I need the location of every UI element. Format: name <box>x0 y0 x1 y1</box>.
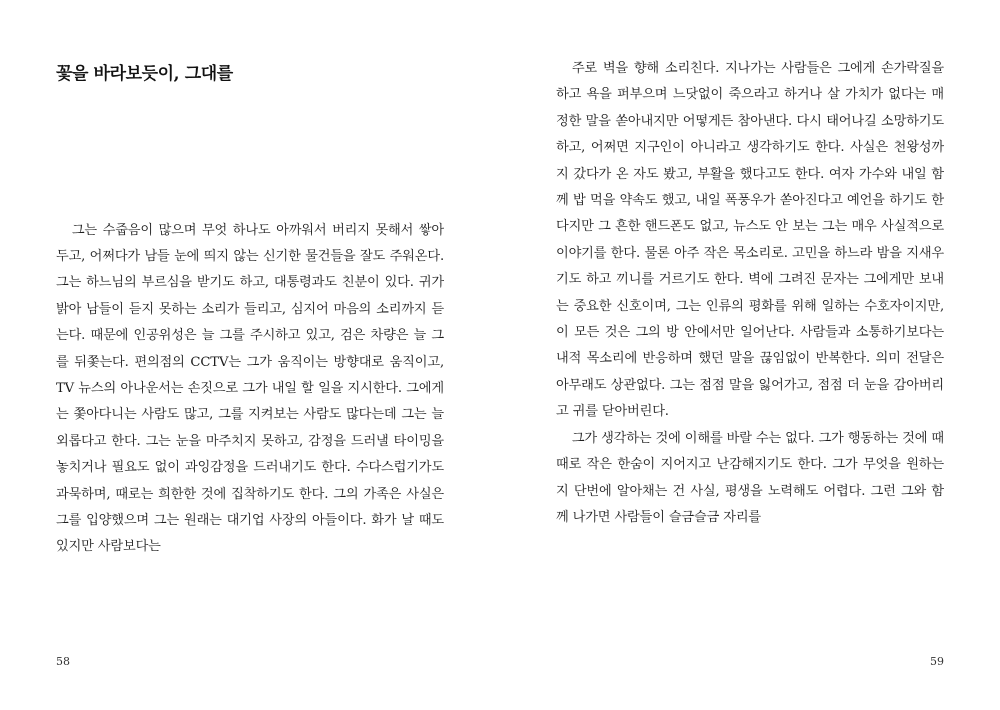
paragraph: 그는 수줍음이 많으며 무엇 하나도 아까워서 버리지 못해서 쌓아두고, 어쩌다가 남들 눈에 띄지 않는 신기한 물건들을 잘도 주워온다. 그는 하느님의 부르심을 받기도 하고, 대통령과도 친분이 있다. 귀가 밝아 남들이 듣지 못하는 소리가 들리고, 심지어 마음의 소리까지 듣는다. 때문에 인공위성은 늘 그를 주시하고 있고, 검은 차량은 늘 그를 뒤쫓는다. 편의점의 CCTV는 그가 움직이는 방향대로 움직이고, TV 뉴스의 아나운서는 손짓으로 그가 내일 할 일을 지시한다. 그에게는 쫓아다니는 사람도 많고, 그를 지켜보는 사람도 많다는데 그는 늘 외롭다고 한다. 그는 눈을 마주치지 못하고, 감정을 드러낼 타이밍을 놓치거나 필요도 없이 과잉감정을 드러내기도 한다. 수다스럽기가도 과묵하며, 때로는 희한한 것에 집착하기도 한다. 그의 가족은 사실은 그를 입양했으며 그는 원래는 대기업 사장의 아들이다. 화가 날 때도 있지만 사람보다는 <box>56 222 444 555</box>
right-page-body <box>556 56 944 531</box>
chapter-title: 꽃을 바라보듯이, 그대를 <box>56 64 233 84</box>
right-page <box>500 0 1000 710</box>
left-page-body <box>56 218 444 561</box>
page-number-right: 59 <box>930 655 944 668</box>
paragraph: 그가 생각하는 것에 이해를 바랄 수는 없다. 그가 행동하는 것에 때때로 작은 한숨이 지어지고 난감해지기도 한다. 그가 무엇을 원하는지 단번에 알아채는 건 사실, 평생을 노력해도 어렵다. 그런 그와 함께 나가면 사람들이 슬금슬금 자리를 <box>556 430 944 525</box>
page-number-left: 58 <box>56 655 70 668</box>
paragraph: 주로 벽을 향해 소리친다. 지나가는 사람들은 그에게 손가락질을 하고 욕을 퍼부으며 느닷없이 죽으라고 하거나 살 가치가 없다는 매정한 말을 쏟아내지만 어떻게든 참아낸다. 다시 태어나길 소망하기도 하고, 어쩌면 지구인이 아니라고 생각하기도 한다. 사실은 천왕성까지 갔다가 온 자도 봤고, 부활을 했다고도 한다. 여자 가수와 내일 함께 밥 먹을 약속도 했고, 내일 폭풍우가 쏟아진다고 예언을 하기도 한다지만 그 흔한 핸드폰도 없고, 뉴스도 안 보는 그는 매우 사실적으로 이야기를 한다. 물론 아주 작은 목소리로. 고민을 하느라 밤을 지새우기도 하고 끼니를 거르기도 한다. 벽에 그려진 문자는 그에게만 보내는 중요한 신호이며, 그는 인류의 평화를 위해 일하는 수호자이지만, 이 모든 것은 그의 방 안에서만 일어난다. 사람들과 소통하기보다는 내적 목소리에 반응하며 했던 말을 끊임없이 반복한다. 의미 전달은 아무래도 상관없다. 그는 점점 말을 잃어가고, 점점 더 눈을 감아버리고 귀를 닫아버린다. <box>556 61 944 420</box>
